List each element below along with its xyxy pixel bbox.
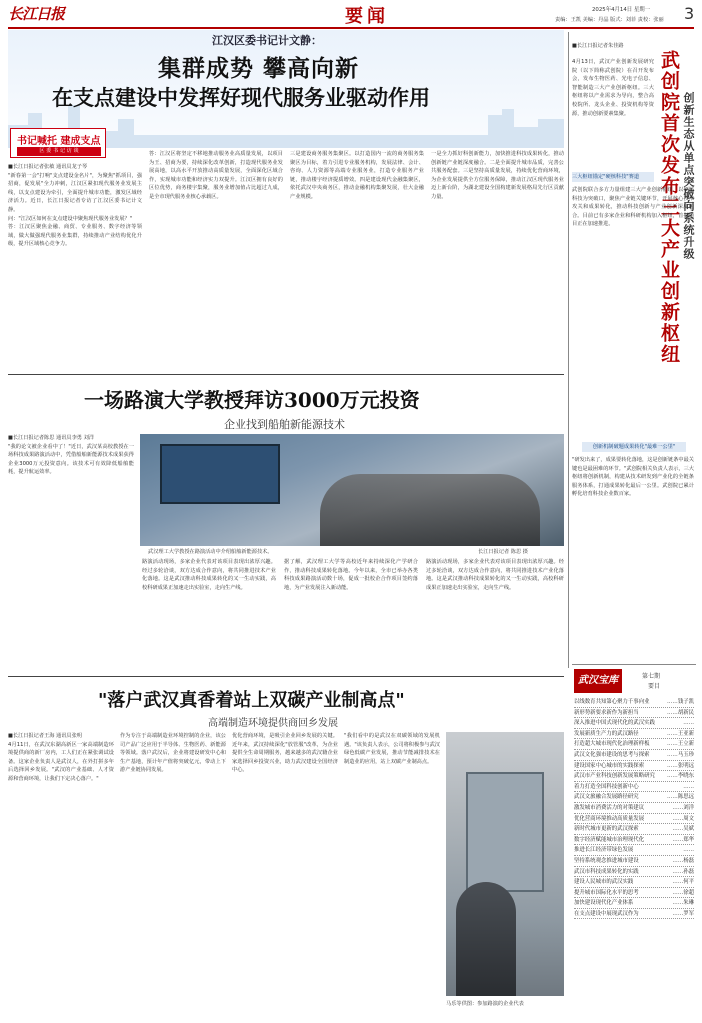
top-title-2: 在支点建设中发挥好现代服务业驱动作用 (52, 85, 430, 110)
editors-line: 责编：王凯 美编：丹晶 版式：刘菲 责校：张丽 (555, 17, 664, 23)
right-para-2: 武创院联合多方力量组建三大产业创新枢纽，以硬核科技为突破口，聚焦产业链关键环节，开展核心技术攻关和成果转化，推动科技创新与产业创新深度融合。目前已有多家企业和科研机构加入枢纽，首批项目正在加速推进。 (572, 187, 694, 228)
top-col-2: 答：江汉区将坚定不移地推动服务业高质量发展，以项目为王、招商为要，持续深化改革创新，打造现代服务业发展高地，以高水平开放推动高质量发展，全面深化区域合作，实现城市功能和经济实力双提升。江汉区拥有良好的区位优势，商务楼宇集聚，服务业增加值占比超过九成，是全市现代服务业核心承载区。 (149, 151, 283, 200)
mid-photo-caption: 武汉理工大学教授在路演活动中介绍船舶新能源技术。 (148, 549, 273, 555)
bottom-photo-caption: 马乐等供图：参加路演的企业代表 (446, 1001, 524, 1007)
toc-item-title: 提升城市国际化水平的思考 (574, 889, 639, 896)
toc-item[interactable] (574, 771, 694, 782)
toc-item-title: 深入推进中国式现代化的武汉实践 (574, 720, 655, 727)
bottom-col-2: 作为专注于高端制造业环境控制的企业，该公司产品广泛应用于半导体、生物医药、新能源等领域。落户武汉后，企业将建设研发中心和生产基地，预计年产值将突破亿元，带动上下游产业链协同发展。 (120, 733, 226, 774)
toc-item[interactable] (574, 898, 694, 909)
paper-logo: 长江日报 (8, 5, 65, 23)
toc-item[interactable] (574, 739, 694, 750)
toc-item-title: 武汉市产业科技创新发展策略研究 (574, 773, 655, 780)
bottom-col-4: "我们看中的是武汉在双碳领域的发展机遇。"该负责人表示，公司将积极参与武汉绿色低碳产业发展，推动节能减排技术在制造业的应用，站上双碳产业制高点。 (344, 733, 440, 765)
toc-item[interactable] (574, 729, 694, 740)
toc-item-title: 推进长江经济带绿色发展 (574, 847, 634, 854)
toc-item[interactable] (574, 856, 694, 867)
toc-item-title: 坚持系统观念推进城市建设 (574, 857, 639, 864)
toc-item-author: …… (683, 847, 694, 854)
toc-item[interactable] (574, 803, 694, 814)
bottom-col-1: ■长江日报记者王海 通讯员张明 4月11日，在武汉东湖高新区一家高端制造环境提供商的新厂房内，工人们正在紧张调试设备。这家企业负责人是武汉人，在外打拼多年后选择回乡发展。"武汉的产业基础、人才资源和营商环境，让我们下定决心落户。" (8, 733, 114, 782)
mid-para-3: 据了解，武汉理工大学等高校近年来持续深化产学研合作，推动科技成果转化落地。今年以来，全市已举办各类科技成果路演活动数十场，促成一批校企合作项目签约落地，为产业发展注入新动能。 (284, 559, 418, 591)
column-title: 书记喊托 建成支点 (17, 136, 101, 147)
toc-item-title: 武汉文旅融合发展路径研究 (574, 794, 639, 801)
right-vertical-title: 武创院首次发布三大产业创新枢纽 (658, 50, 680, 365)
toc-item-title: 优化营商环境推动高质量发展 (574, 815, 645, 822)
section-rule-1 (8, 374, 564, 375)
mid-para-1: ■长江日报记者陈思 通讯员李勇 刘洋 "我的论文被企业看中了！"近日，武汉某高校教授在一场科技成果路演活动中，凭借船舶新能源技术成果获得企业3000万元投资意向。该技术可有效降低船舶能耗，提升航运效率。 (8, 435, 134, 476)
top-col-3: 三是建设商务服务集聚区。以打造国内一流的商务服务集聚区为目标，着力引进专业服务机构，发展法律、会计、咨询、人力资源等高端专业服务业，打造专业服务产业链，推动楼宇经济提质增效。四是建设现代金融集聚区，依托武汉中央商务区，推动金融机构集聚发展，壮大金融产业规模。 (290, 151, 424, 200)
top-col-4: 一是全力抓好科创新能力，加快推进科技成果转化，推动创新链产业链深度融合。二是全面提升城市品质，完善公共服务配套。三是坚持高质量发展，持续优化营商环境，为企业发展提供全方位服务保障，推动江汉区现代服务业迈上新台阶，为湖北建设全国构建新发展格局先行区贡献力量。 (431, 151, 564, 200)
top-title-1: 集群成势 攀高向新 (158, 55, 360, 82)
toc-item-author: ……胡新民 (667, 709, 694, 716)
right-para-3: "研发出来了，成果要转化落地，这是创新链条中最关键也是最困难的环节。"武创院相关负责人表示，三大枢纽将创新机制，构建从技术研发到产业化的全链条服务体系，打通成果转化最后一公里。武创院已累计孵化培育科技企业数百家。 (572, 457, 694, 498)
toc-item-author: ……郑华 (672, 836, 694, 843)
toc-item[interactable] (574, 792, 694, 803)
toc-item-author: ……何平 (672, 879, 694, 886)
toc-item-author: ……李晓东 (667, 773, 694, 780)
toc-item[interactable] (574, 845, 694, 856)
toc-item-author: ……杨磊 (672, 857, 694, 864)
column-subtitle: 区 委 书 记 访 谈 (17, 147, 101, 156)
photo-person (456, 882, 516, 996)
column-badge (10, 128, 106, 158)
toc-item-title: 在支点建设中展现武汉作为 (574, 910, 639, 917)
toc-item-author: ……周文 (672, 815, 694, 822)
mid-photo-credit: 长江日报记者 陈思 摄 (478, 549, 528, 555)
toc-item-title: 数字经济赋能城市治理现代化 (574, 836, 645, 843)
toc-item[interactable] (574, 824, 694, 835)
toc-item[interactable] (574, 909, 694, 920)
bottom-subtitle: 高端制造环境提供商回乡发展 (208, 718, 338, 729)
right-vertical-subtitle: 创新生态从单点突破向系统升级 (682, 92, 695, 260)
right-story (572, 32, 696, 498)
right-column-divider (568, 32, 569, 668)
toc-item[interactable] (574, 750, 694, 761)
issue-date: 2025年4月14日 星期一 (592, 7, 651, 13)
toc-item-title: 加快建设现代化产业体系 (574, 900, 634, 907)
masthead-rule (8, 27, 694, 29)
right-para-1: 4月13日，武汉产业创新发展研究院（以下简称武创院）在召开发布会，发布生物医药、光电子信息、智能制造三大产业创新枢纽。三大枢纽将以产业需求为导向，整合高校院所、龙头企业、投资机构等资源，推动创新要素集聚。 (572, 59, 654, 117)
bottom-title: "落户武汉真香着站上双碳产业制高点" (98, 690, 405, 711)
toc-item-author: ……徐超 (672, 889, 694, 896)
toc-item-title: 新时代城市更新的武汉探索 (574, 826, 639, 833)
bottom-story (8, 680, 564, 1016)
toc-item-title: 激发城市消费活力的对策建议 (574, 804, 645, 811)
mid-title: 一场路演大学教授拜访3000万元投资 (84, 388, 420, 412)
photo-machine (466, 772, 544, 892)
mid-photo (140, 434, 564, 546)
toc-item[interactable] (574, 814, 694, 825)
right-subhead-1: 三大枢纽锚定"硬核科技"赛道 (572, 172, 654, 182)
toc-box (572, 664, 696, 1016)
photo-people (320, 474, 540, 546)
toc-item-title: 新形势新要求新作为新担当 (574, 709, 639, 716)
toc-item-author: …… (683, 720, 694, 727)
toc-item[interactable] (574, 697, 694, 708)
mid-para-2: 路演活动现场，多家企业代表对该项目表现出浓厚兴趣。经过多轮洽谈，双方达成合作意向，将共同推进技术产业化落地。这是武汉推动科技成果转化的又一生动实践，高校科研成果正加速走出实验室，走向生产线。 (142, 559, 276, 591)
toc-item[interactable] (574, 782, 694, 793)
toc-item-author: ……刘洋 (672, 804, 694, 811)
section-name: 要闻 (345, 6, 389, 27)
top-story (8, 30, 564, 372)
middle-story (8, 378, 564, 674)
toc-item-title: 以线数育共知第心聚力千事向业 (574, 699, 650, 705)
toc-item-author: ……吴斌 (672, 826, 694, 833)
masthead (0, 0, 702, 30)
bottom-photo (446, 732, 564, 996)
toc-item-author: ……王立新 (667, 741, 694, 748)
toc-item-title: 建设国家中心城市的实践探索 (574, 762, 645, 769)
top-kicker: 江汉区委书记计文静： (212, 34, 322, 47)
right-tag: ■长江日报记者朱佳路 (572, 43, 624, 49)
toc-item[interactable] (574, 708, 694, 719)
photo-screen (160, 444, 280, 504)
toc-item-title: 武汉市科技成果转化的实践 (574, 868, 639, 875)
toc-item[interactable] (574, 718, 694, 729)
toc-item-author: ……张明远 (667, 762, 694, 769)
toc-item[interactable] (574, 835, 694, 846)
toc-item-author: ……罗军 (672, 910, 694, 917)
toc-item-author: ……马玉珍 (667, 751, 694, 758)
toc-item-author: ……王亚新 (667, 730, 694, 737)
toc-list (574, 697, 694, 919)
toc-item-title: 着力打造全国科技创新中心 (574, 783, 639, 790)
toc-item-author: …… (683, 783, 694, 790)
right-subhead-2: 创新机制破题成果转化"最难一公里" (582, 442, 686, 452)
toc-item-author: ……钱子凯 (667, 699, 694, 705)
toc-item-title: 建设人民城市的武汉实践 (574, 879, 634, 886)
toc-item[interactable] (574, 867, 694, 878)
bottom-col-3: 优化营商环境，是吸引企业回乡发展的关键。近年来，武汉持续深化"放管服"改革，为企业提供全生命周期服务，越来越多的武汉籍企业家选择回乡投资兴业，助力武汉建设全国经济中心。 (232, 733, 338, 774)
mid-subtitle: 企业找到船舶新能源技术 (224, 418, 345, 431)
toc-vol: 要目 (648, 683, 661, 690)
toc-item-title: 打造超大城市现代化治理新样板 (574, 741, 650, 748)
toc-brand: 武汉宝库 (574, 669, 622, 693)
toc-item-title: 武汉文化强市建设的思考与探索 (574, 751, 650, 758)
section-rule-2 (8, 676, 564, 677)
mid-para-4: 路演活动现场，多家企业代表对该项目表现出浓厚兴趣。经过多轮洽谈，双方达成合作意向，将共同推进技术产业化落地。这是武汉推动科技成果转化的又一生动实践，高校科研成果正加速走出实验室，走向生产线。 (426, 559, 564, 591)
toc-item-author: ……朱琳 (672, 900, 694, 907)
toc-item[interactable] (574, 761, 694, 772)
page-number: 3 (684, 4, 695, 23)
toc-item-title: 发展新质生产力的武汉路径 (574, 730, 639, 737)
toc-item[interactable] (574, 877, 694, 888)
toc-item-author: ……孙磊 (672, 868, 694, 875)
toc-item-author: ……陈思远 (667, 794, 694, 801)
top-col-1: ■长江日报记者张敏 通讯员龙子琴 "新春第一会"打响"支点建设金名片"，为聚焦"抓项目，强招商，促发展"全力冲刺，江汉区紧扣现代服务业发展主线，以支点建设为牵引，全面提升城市功能，激发区域经济活力。近日，长江日报记者专访了江汉区委书记计文静。 问："江汉区如何在支点建设中聚焦现代服务业发展？" 答：江汉区聚焦金融、商贸、专业服务、数字经济等领域，做大做强现代服务业集群，持续推动产业结构优化升级，提升区域核心竞争力。 (8, 164, 142, 248)
toc-issue: 第七期 (642, 673, 661, 680)
toc-item[interactable] (574, 888, 694, 899)
